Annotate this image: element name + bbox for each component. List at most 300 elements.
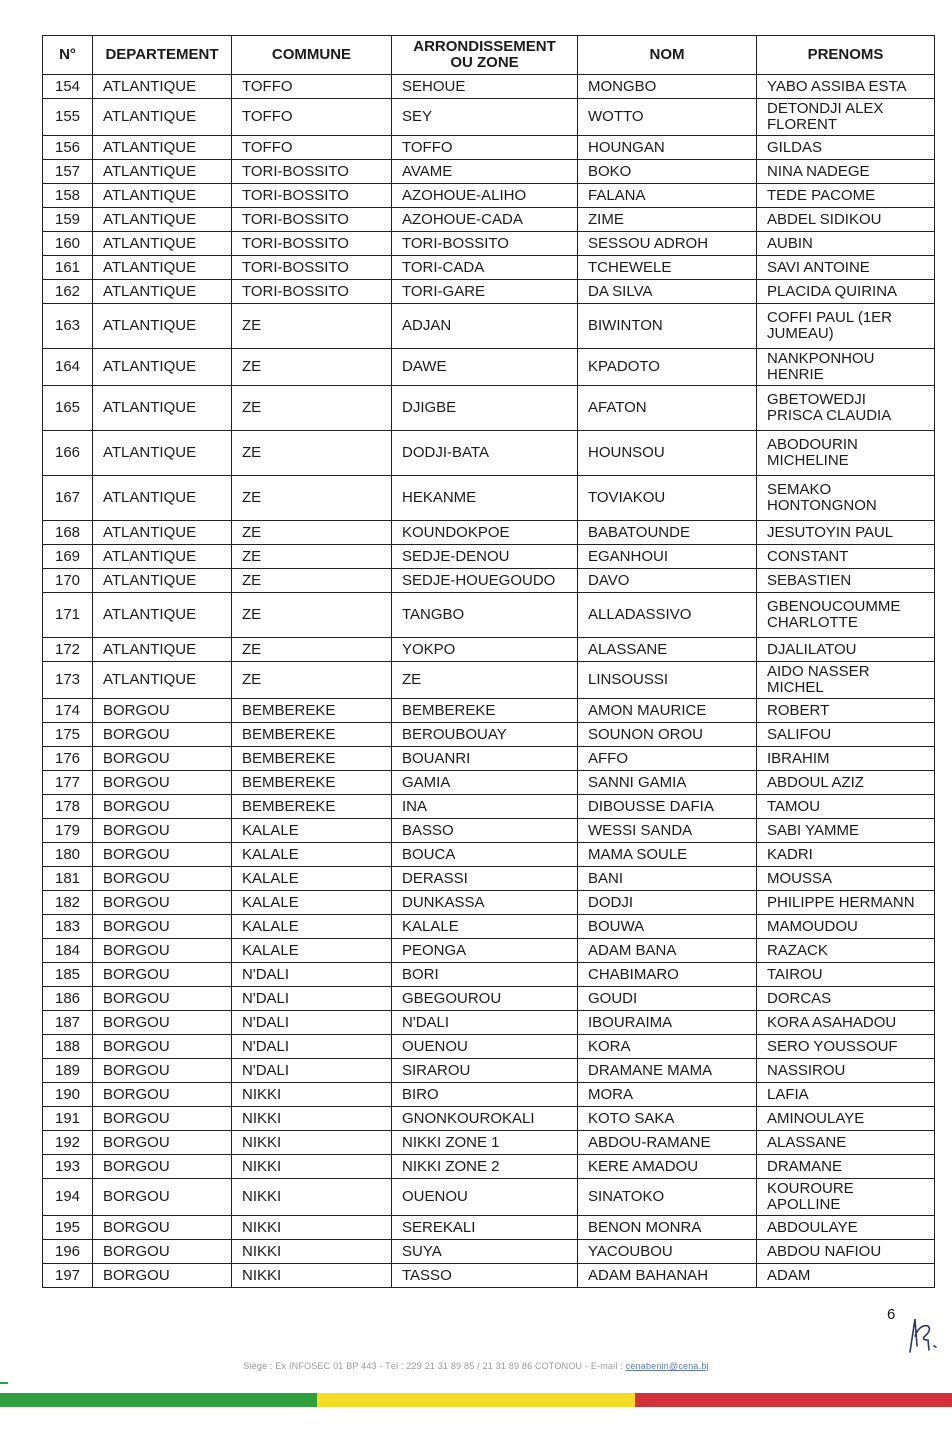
row-commune-cell: NIKKI	[232, 1155, 392, 1179]
row-arrondissement-cell: INA	[392, 795, 578, 819]
row-arrondissement-cell: BOUCA	[392, 843, 578, 867]
row-commune-cell: NIKKI	[232, 1216, 392, 1240]
row-nom-cell: ABDOU-RAMANE	[578, 1131, 757, 1155]
signature-initials-icon	[906, 1316, 940, 1354]
table-row	[43, 963, 935, 987]
table-row	[43, 208, 935, 232]
footer-address	[0, 1361, 952, 1371]
row-departement-cell: BORGOU	[93, 819, 232, 843]
row-num-cell: 154	[43, 75, 93, 99]
row-commune-cell: NIKKI	[232, 1107, 392, 1131]
table-row	[43, 569, 935, 593]
row-arrondissement-cell: TORI-CADA	[392, 256, 578, 280]
row-commune-cell: TORI-BOSSITO	[232, 280, 392, 304]
row-departement-cell: ATLANTIQUE	[93, 256, 232, 280]
row-commune-cell: ZE	[232, 593, 392, 638]
row-departement-cell: BORGOU	[93, 963, 232, 987]
row-commune-cell: KALALE	[232, 915, 392, 939]
row-arrondissement-cell: BIRO	[392, 1083, 578, 1107]
row-prenoms-cell: MOUSSA	[757, 867, 935, 891]
row-prenoms-cell: LAFIA	[757, 1083, 935, 1107]
table-row	[43, 662, 935, 699]
row-departement-cell: ATLANTIQUE	[93, 184, 232, 208]
row-arrondissement-cell: TANGBO	[392, 593, 578, 638]
row-num-cell: 173	[43, 662, 93, 699]
row-departement-cell: BORGOU	[93, 1264, 232, 1288]
row-nom-cell: SOUNON OROU	[578, 723, 757, 747]
row-num-cell: 194	[43, 1179, 93, 1216]
row-departement-cell: ATLANTIQUE	[93, 99, 232, 136]
table-row	[43, 256, 935, 280]
row-num-cell: 177	[43, 771, 93, 795]
row-num-cell: 160	[43, 232, 93, 256]
row-prenoms-cell: AIDO NASSER MICHEL	[757, 662, 935, 699]
row-prenoms-cell: YABO ASSIBA ESTA	[757, 75, 935, 99]
row-departement-cell: BORGOU	[93, 723, 232, 747]
row-arrondissement-cell: HEKANME	[392, 476, 578, 521]
row-departement-cell: BORGOU	[93, 795, 232, 819]
row-arrondissement-cell: AZOHOUE-CADA	[392, 208, 578, 232]
table-row	[43, 386, 935, 431]
table-row	[43, 136, 935, 160]
row-departement-cell: BORGOU	[93, 1179, 232, 1216]
row-prenoms-cell: SALIFOU	[757, 723, 935, 747]
row-commune-cell: KALALE	[232, 891, 392, 915]
header-arrondissement	[392, 36, 578, 75]
table-row	[43, 232, 935, 256]
row-commune-cell: BEMBEREKE	[232, 723, 392, 747]
row-prenoms-cell: SAVI ANTOINE	[757, 256, 935, 280]
row-commune-cell: BEMBEREKE	[232, 747, 392, 771]
row-num-cell: 170	[43, 569, 93, 593]
row-nom-cell: MONGBO	[578, 75, 757, 99]
row-prenoms-cell: ADAM	[757, 1264, 935, 1288]
row-arrondissement-cell: NIKKI ZONE 2	[392, 1155, 578, 1179]
row-departement-cell: BORGOU	[93, 699, 232, 723]
row-prenoms-cell: KADRI	[757, 843, 935, 867]
row-departement-cell: ATLANTIQUE	[93, 75, 232, 99]
row-num-cell: 178	[43, 795, 93, 819]
row-num-cell: 190	[43, 1083, 93, 1107]
row-nom-cell: WESSI SANDA	[578, 819, 757, 843]
row-arrondissement-cell: SEY	[392, 99, 578, 136]
row-prenoms-cell: ABODOURIN MICHELINE	[757, 431, 935, 476]
row-departement-cell: ATLANTIQUE	[93, 208, 232, 232]
row-arrondissement-cell: ADJAN	[392, 304, 578, 349]
table-row	[43, 160, 935, 184]
row-prenoms-cell: PLACIDA QUIRINA	[757, 280, 935, 304]
row-commune-cell: KALALE	[232, 843, 392, 867]
table-row	[43, 915, 935, 939]
row-arrondissement-cell: DUNKASSA	[392, 891, 578, 915]
row-prenoms-cell: COFFI PAUL (1ER JUMEAU)	[757, 304, 935, 349]
table-row	[43, 521, 935, 545]
row-departement-cell: BORGOU	[93, 747, 232, 771]
row-prenoms-cell: NASSIROU	[757, 1059, 935, 1083]
row-num-cell: 165	[43, 386, 93, 431]
row-arrondissement-cell: BOUANRI	[392, 747, 578, 771]
row-departement-cell: BORGOU	[93, 1155, 232, 1179]
row-num-cell: 193	[43, 1155, 93, 1179]
row-arrondissement-cell: BEMBEREKE	[392, 699, 578, 723]
row-prenoms-cell: AUBIN	[757, 232, 935, 256]
row-nom-cell: HOUNGAN	[578, 136, 757, 160]
row-departement-cell: BORGOU	[93, 987, 232, 1011]
row-num-cell: 155	[43, 99, 93, 136]
row-nom-cell: WOTTO	[578, 99, 757, 136]
flag-red-segment	[635, 1393, 952, 1407]
row-arrondissement-cell: GNONKOUROKALI	[392, 1107, 578, 1131]
row-prenoms-cell: NANKPONHOU HENRIE	[757, 349, 935, 386]
header-prenoms: PRENOMS	[757, 36, 935, 75]
table-row	[43, 431, 935, 476]
row-arrondissement-cell: DODJI-BATA	[392, 431, 578, 476]
row-arrondissement-cell: BEROUBOUAY	[392, 723, 578, 747]
row-arrondissement-cell: TASSO	[392, 1264, 578, 1288]
table-row	[43, 638, 935, 662]
row-num-cell: 166	[43, 431, 93, 476]
flag-yellow-segment	[317, 1393, 634, 1407]
row-departement-cell: ATLANTIQUE	[93, 638, 232, 662]
row-nom-cell: BENON MONRA	[578, 1216, 757, 1240]
row-nom-cell: ADAM BANA	[578, 939, 757, 963]
row-departement-cell: ATLANTIQUE	[93, 593, 232, 638]
row-nom-cell: BIWINTON	[578, 304, 757, 349]
table-row	[43, 1216, 935, 1240]
row-departement-cell: ATLANTIQUE	[93, 304, 232, 349]
table-row	[43, 304, 935, 349]
row-departement-cell: ATLANTIQUE	[93, 136, 232, 160]
row-num-cell: 187	[43, 1011, 93, 1035]
table-row	[43, 1107, 935, 1131]
header-departement: DEPARTEMENT	[93, 36, 232, 75]
row-num-cell: 176	[43, 747, 93, 771]
row-departement-cell: BORGOU	[93, 1083, 232, 1107]
flag-color-band	[0, 1393, 952, 1407]
row-arrondissement-cell: SEREKALI	[392, 1216, 578, 1240]
table-row	[43, 699, 935, 723]
row-commune-cell: BEMBEREKE	[232, 795, 392, 819]
row-arrondissement-cell: TORI-BOSSITO	[392, 232, 578, 256]
row-nom-cell: TOVIAKOU	[578, 476, 757, 521]
row-departement-cell: BORGOU	[93, 915, 232, 939]
row-prenoms-cell: SEBASTIEN	[757, 569, 935, 593]
table-row	[43, 891, 935, 915]
table-row	[43, 723, 935, 747]
row-nom-cell: GOUDI	[578, 987, 757, 1011]
row-prenoms-cell: ABDOU NAFIOU	[757, 1240, 935, 1264]
corner-mark	[0, 1382, 8, 1384]
row-nom-cell: ADAM BAHANAH	[578, 1264, 757, 1288]
row-prenoms-cell: GILDAS	[757, 136, 935, 160]
row-nom-cell: LINSOUSSI	[578, 662, 757, 699]
row-commune-cell: N'DALI	[232, 963, 392, 987]
row-commune-cell: ZE	[232, 521, 392, 545]
row-nom-cell: IBOURAIMA	[578, 1011, 757, 1035]
row-prenoms-cell: SEMAKO HONTONGNON	[757, 476, 935, 521]
row-departement-cell: ATLANTIQUE	[93, 569, 232, 593]
row-commune-cell: TOFFO	[232, 75, 392, 99]
row-num-cell: 156	[43, 136, 93, 160]
row-num-cell: 171	[43, 593, 93, 638]
table-row	[43, 1083, 935, 1107]
row-nom-cell: ALASSANE	[578, 638, 757, 662]
row-num-cell: 159	[43, 208, 93, 232]
row-nom-cell: DRAMANE MAMA	[578, 1059, 757, 1083]
table-row	[43, 75, 935, 99]
row-commune-cell: NIKKI	[232, 1264, 392, 1288]
row-commune-cell: TORI-BOSSITO	[232, 232, 392, 256]
row-arrondissement-cell: TORI-GARE	[392, 280, 578, 304]
row-commune-cell: TOFFO	[232, 136, 392, 160]
row-arrondissement-cell: YOKPO	[392, 638, 578, 662]
row-arrondissement-cell: SIRAROU	[392, 1059, 578, 1083]
candidate-table-container	[42, 35, 934, 1288]
row-arrondissement-cell: SEDJE-DENOU	[392, 545, 578, 569]
table-body	[43, 75, 935, 1288]
table-row	[43, 987, 935, 1011]
row-num-cell: 181	[43, 867, 93, 891]
row-nom-cell: SINATOKO	[578, 1179, 757, 1216]
row-prenoms-cell: IBRAHIM	[757, 747, 935, 771]
header-arrondissement-line1: ARRONDISSEMENT	[413, 38, 556, 55]
row-prenoms-cell: TAMOU	[757, 795, 935, 819]
row-prenoms-cell: DRAMANE	[757, 1155, 935, 1179]
table-row	[43, 795, 935, 819]
row-departement-cell: ATLANTIQUE	[93, 349, 232, 386]
row-nom-cell: ALLADASSIVO	[578, 593, 757, 638]
row-departement-cell: BORGOU	[93, 1059, 232, 1083]
row-arrondissement-cell: PEONGA	[392, 939, 578, 963]
row-nom-cell: YACOUBOU	[578, 1240, 757, 1264]
row-num-cell: 169	[43, 545, 93, 569]
row-num-cell: 162	[43, 280, 93, 304]
table-row	[43, 99, 935, 136]
header-nom: NOM	[578, 36, 757, 75]
row-arrondissement-cell: OUENOU	[392, 1179, 578, 1216]
row-num-cell: 167	[43, 476, 93, 521]
footer-email-link[interactable]: cenabenin@cena.bj	[625, 1361, 709, 1371]
row-num-cell: 182	[43, 891, 93, 915]
row-arrondissement-cell: ZE	[392, 662, 578, 699]
row-num-cell: 180	[43, 843, 93, 867]
row-commune-cell: NIKKI	[232, 1240, 392, 1264]
table-header-row	[43, 36, 935, 75]
row-commune-cell: KALALE	[232, 867, 392, 891]
header-commune: COMMUNE	[232, 36, 392, 75]
row-departement-cell: ATLANTIQUE	[93, 386, 232, 431]
row-commune-cell: N'DALI	[232, 1035, 392, 1059]
row-commune-cell: N'DALI	[232, 987, 392, 1011]
flag-green-segment	[0, 1393, 317, 1407]
row-prenoms-cell: AMINOULAYE	[757, 1107, 935, 1131]
table-row	[43, 1059, 935, 1083]
row-departement-cell: ATLANTIQUE	[93, 232, 232, 256]
row-nom-cell: KORA	[578, 1035, 757, 1059]
row-prenoms-cell: RAZACK	[757, 939, 935, 963]
row-prenoms-cell: ABDEL SIDIKOU	[757, 208, 935, 232]
table-row	[43, 349, 935, 386]
row-prenoms-cell: DORCAS	[757, 987, 935, 1011]
row-nom-cell: BABATOUNDE	[578, 521, 757, 545]
row-prenoms-cell: TEDE PACOME	[757, 184, 935, 208]
row-arrondissement-cell: N'DALI	[392, 1011, 578, 1035]
row-commune-cell: ZE	[232, 304, 392, 349]
row-num-cell: 192	[43, 1131, 93, 1155]
row-num-cell: 172	[43, 638, 93, 662]
row-commune-cell: ZE	[232, 431, 392, 476]
row-commune-cell: ZE	[232, 386, 392, 431]
row-arrondissement-cell: DJIGBE	[392, 386, 578, 431]
row-commune-cell: KALALE	[232, 819, 392, 843]
row-departement-cell: ATLANTIQUE	[93, 545, 232, 569]
row-nom-cell: DAVO	[578, 569, 757, 593]
row-arrondissement-cell: DAWE	[392, 349, 578, 386]
page-number: 6	[887, 1306, 896, 1323]
row-commune-cell: N'DALI	[232, 1011, 392, 1035]
row-departement-cell: ATLANTIQUE	[93, 160, 232, 184]
row-departement-cell: BORGOU	[93, 939, 232, 963]
row-commune-cell: NIKKI	[232, 1179, 392, 1216]
row-num-cell: 175	[43, 723, 93, 747]
row-commune-cell: ZE	[232, 638, 392, 662]
row-arrondissement-cell: KALALE	[392, 915, 578, 939]
row-nom-cell: KPADOTO	[578, 349, 757, 386]
row-num-cell: 157	[43, 160, 93, 184]
row-arrondissement-cell: AZOHOUE-ALIHO	[392, 184, 578, 208]
row-num-cell: 158	[43, 184, 93, 208]
table-row	[43, 1240, 935, 1264]
table-row	[43, 1131, 935, 1155]
row-nom-cell: HOUNSOU	[578, 431, 757, 476]
row-arrondissement-cell: AVAME	[392, 160, 578, 184]
row-commune-cell: BEMBEREKE	[232, 771, 392, 795]
row-prenoms-cell: DETONDJI ALEX FLORENT	[757, 99, 935, 136]
row-commune-cell: NIKKI	[232, 1131, 392, 1155]
row-arrondissement-cell: KOUNDOKPOE	[392, 521, 578, 545]
row-num-cell: 197	[43, 1264, 93, 1288]
row-departement-cell: BORGOU	[93, 1035, 232, 1059]
row-nom-cell: AMON MAURICE	[578, 699, 757, 723]
row-arrondissement-cell: SEHOUE	[392, 75, 578, 99]
row-arrondissement-cell: BASSO	[392, 819, 578, 843]
row-commune-cell: TORI-BOSSITO	[232, 160, 392, 184]
row-nom-cell: BOUWA	[578, 915, 757, 939]
row-departement-cell: ATLANTIQUE	[93, 521, 232, 545]
row-commune-cell: TOFFO	[232, 99, 392, 136]
row-num-cell: 183	[43, 915, 93, 939]
row-departement-cell: ATLANTIQUE	[93, 280, 232, 304]
row-departement-cell: ATLANTIQUE	[93, 662, 232, 699]
table-row	[43, 1035, 935, 1059]
table-row	[43, 819, 935, 843]
row-num-cell: 161	[43, 256, 93, 280]
row-departement-cell: BORGOU	[93, 843, 232, 867]
row-arrondissement-cell: NIKKI ZONE 1	[392, 1131, 578, 1155]
row-nom-cell: KERE AMADOU	[578, 1155, 757, 1179]
row-arrondissement-cell: GAMIA	[392, 771, 578, 795]
table-row	[43, 1264, 935, 1288]
row-prenoms-cell: ALASSANE	[757, 1131, 935, 1155]
row-prenoms-cell: NINA NADEGE	[757, 160, 935, 184]
row-commune-cell: ZE	[232, 476, 392, 521]
row-num-cell: 191	[43, 1107, 93, 1131]
row-commune-cell: ZE	[232, 545, 392, 569]
row-prenoms-cell: GBETOWEDJI PRISCA CLAUDIA	[757, 386, 935, 431]
row-commune-cell: KALALE	[232, 939, 392, 963]
row-nom-cell: KOTO SAKA	[578, 1107, 757, 1131]
row-prenoms-cell: SERO YOUSSOUF	[757, 1035, 935, 1059]
header-arrondissement-line2: OU ZONE	[450, 54, 519, 71]
row-prenoms-cell: PHILIPPE HERMANN	[757, 891, 935, 915]
row-nom-cell: MAMA SOULE	[578, 843, 757, 867]
row-commune-cell: TORI-BOSSITO	[232, 256, 392, 280]
row-prenoms-cell: MAMOUDOU	[757, 915, 935, 939]
row-nom-cell: CHABIMARO	[578, 963, 757, 987]
row-nom-cell: AFFO	[578, 747, 757, 771]
row-departement-cell: BORGOU	[93, 867, 232, 891]
footer-address-text: Siège : Ex INFOSEC 01 BP 443 - Tél : 229 21 31 89 85 / 21 31 89 86 COTONOU - E-mail :	[243, 1361, 626, 1371]
row-commune-cell: TORI-BOSSITO	[232, 184, 392, 208]
row-departement-cell: BORGOU	[93, 1011, 232, 1035]
row-num-cell: 168	[43, 521, 93, 545]
row-commune-cell: BEMBEREKE	[232, 699, 392, 723]
row-num-cell: 188	[43, 1035, 93, 1059]
table-row	[43, 1155, 935, 1179]
row-departement-cell: ATLANTIQUE	[93, 476, 232, 521]
row-prenoms-cell: JESUTOYIN PAUL	[757, 521, 935, 545]
row-nom-cell: BANI	[578, 867, 757, 891]
row-prenoms-cell: TAIROU	[757, 963, 935, 987]
row-departement-cell: BORGOU	[93, 1107, 232, 1131]
row-arrondissement-cell: SEDJE-HOUEGOUDO	[392, 569, 578, 593]
row-prenoms-cell: KORA ASAHADOU	[757, 1011, 935, 1035]
row-commune-cell: NIKKI	[232, 1083, 392, 1107]
row-nom-cell: DA SILVA	[578, 280, 757, 304]
row-num-cell: 195	[43, 1216, 93, 1240]
row-nom-cell: SANNI GAMIA	[578, 771, 757, 795]
row-commune-cell: TORI-BOSSITO	[232, 208, 392, 232]
table-row	[43, 1011, 935, 1035]
row-arrondissement-cell: TOFFO	[392, 136, 578, 160]
row-nom-cell: MORA	[578, 1083, 757, 1107]
row-nom-cell: BOKO	[578, 160, 757, 184]
row-nom-cell: EGANHOUI	[578, 545, 757, 569]
row-arrondissement-cell: DERASSI	[392, 867, 578, 891]
row-nom-cell: AFATON	[578, 386, 757, 431]
table-row	[43, 593, 935, 638]
table-row	[43, 280, 935, 304]
row-nom-cell: FALANA	[578, 184, 757, 208]
table-row	[43, 771, 935, 795]
table-row	[43, 476, 935, 521]
row-num-cell: 186	[43, 987, 93, 1011]
row-prenoms-cell: ABDOULAYE	[757, 1216, 935, 1240]
row-prenoms-cell: SABI YAMME	[757, 819, 935, 843]
row-num-cell: 163	[43, 304, 93, 349]
row-commune-cell: ZE	[232, 349, 392, 386]
row-num-cell: 196	[43, 1240, 93, 1264]
row-departement-cell: BORGOU	[93, 1216, 232, 1240]
row-departement-cell: BORGOU	[93, 1131, 232, 1155]
row-commune-cell: ZE	[232, 662, 392, 699]
row-arrondissement-cell: OUENOU	[392, 1035, 578, 1059]
row-num-cell: 184	[43, 939, 93, 963]
header-num: N°	[43, 36, 93, 75]
row-nom-cell: SESSOU ADROH	[578, 232, 757, 256]
table-row	[43, 747, 935, 771]
row-nom-cell: DIBOUSSE DAFIA	[578, 795, 757, 819]
